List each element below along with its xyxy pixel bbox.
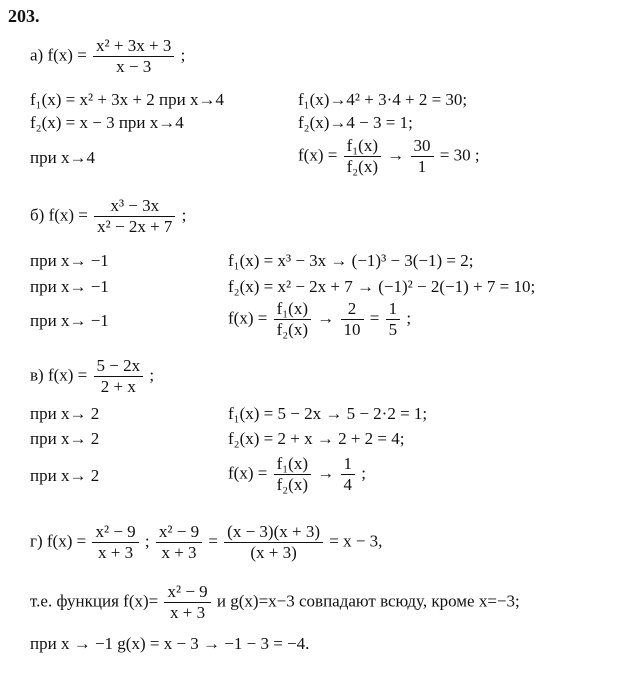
part-b-r3-numerator: f₁(x) (274, 299, 311, 320)
part-b-lhs: f(x) = (48, 205, 88, 225)
part-b-r3-lhs: f(x) = (228, 308, 268, 328)
part-v-numerator: 5 − 2x (94, 356, 144, 377)
part-a-line3-left: при x→4 (30, 148, 95, 167)
part-b-tail: ; (181, 205, 187, 225)
part-v-r3-fraction (274, 454, 311, 495)
part-b-r3-numerator3: 1 (386, 299, 401, 320)
part-v-r3-fraction2 (341, 454, 356, 495)
part-a-line2-left: f₂(x) = x − 3 при x→4 (30, 113, 184, 132)
part-a-r3-lhs: f(x) = (298, 145, 338, 165)
part-a-definition (30, 36, 185, 77)
part-g-numerator3: (x − 3)(x + 3) (224, 522, 323, 543)
part-b-r3-fraction3 (386, 299, 401, 340)
part-g-definition (30, 522, 382, 563)
part-g-c1-post: и g(x)=x−3 совпадают всюду, кроме x=−3; (216, 591, 520, 611)
part-g-denominator1: x + 3 (98, 543, 134, 562)
part-v-r3-numerator2: 1 (341, 454, 356, 475)
part-a-fraction (93, 36, 174, 77)
part-b-r3-fraction (274, 299, 311, 340)
part-g-eq: = (208, 531, 218, 551)
part-v-denominator: 2 + x (100, 377, 136, 396)
part-v-line1-right: f₁(x) = 5 − 2x → 5 − 2·2 = 1; (228, 404, 428, 423)
part-v-r3-denominator2: 4 (343, 475, 352, 494)
part-a-numerator: x² + 3x + 3 (93, 36, 174, 57)
part-v-r3-arrow: → (317, 463, 335, 483)
part-a-line1-right: f₁(x)→4² + 3·4 + 2 = 30; (298, 90, 468, 109)
part-a-r3-numerator: f₁(x) (344, 136, 381, 157)
part-b-line3-right (228, 299, 411, 340)
part-g-conclusion2: при x → −1 g(x) = x − 3 → −1 − 3 = −4. (30, 634, 310, 653)
part-a-r3-denominator: f₂(x) (346, 157, 378, 176)
part-v-r3-denominator: f₂(x) (276, 475, 308, 494)
part-g-denominator2: x + 3 (161, 543, 197, 562)
part-g-tail: = x − 3, (329, 531, 383, 551)
part-a-line3-right (298, 136, 480, 177)
part-a-r3-tail: = 30 ; (439, 145, 480, 165)
part-v-tail: ; (149, 365, 155, 385)
part-v-fraction (94, 356, 144, 397)
part-a-r3-fraction2 (411, 136, 434, 177)
part-v-line3-right (228, 454, 366, 495)
part-v-line1-left: при x→ 2 (30, 404, 100, 423)
part-b-line1-right: f₁(x) = x³ − 3x → (−1)³ − 3(−1) = 2; (228, 251, 474, 270)
part-g-fraction2 (156, 522, 202, 563)
part-a-tail: ; (180, 45, 186, 65)
part-g-c1-pre: т.е. функция f(x)= (30, 591, 159, 611)
part-b-definition (30, 196, 186, 237)
part-g-label: г) (30, 531, 43, 551)
part-v-definition (30, 356, 154, 397)
part-v-r3-tail: ; (361, 463, 366, 483)
part-a-denominator: x − 3 (116, 57, 152, 76)
problem-number: 203. (8, 6, 40, 26)
part-g-fraction3 (224, 522, 323, 563)
part-b-r3-denominator3: 5 (388, 320, 398, 339)
part-v-r3-numerator: f₁(x) (274, 454, 311, 475)
part-v-r3-lhs: f(x) = (228, 463, 268, 483)
part-b-fraction (94, 196, 175, 237)
part-b-r3-arrow: → (317, 308, 335, 328)
part-g-fraction1 (92, 522, 138, 563)
part-v-lhs: f(x) = (47, 365, 88, 385)
part-a-r3-arrow: → (387, 145, 405, 165)
part-b-r3-eq: = (369, 308, 380, 328)
part-v-line2-right: f₂(x) = 2 + x → 2 + 2 = 4; (228, 429, 405, 448)
part-v-label: в) (30, 365, 44, 385)
part-a-r3-denominator2: 1 (417, 157, 427, 176)
part-v-line2-left: при x→ 2 (30, 429, 100, 448)
part-g-lhs: f(x) = (46, 531, 87, 551)
part-b-line3-left: при x→ −1 (30, 311, 109, 330)
part-b-line2-left: при x→ −1 (30, 277, 109, 296)
part-a-r3-numerator2: 30 (411, 136, 434, 157)
part-b-r3-denominator: f₂(x) (276, 320, 308, 339)
part-g-denominator3: (x + 3) (250, 543, 297, 562)
part-g-c1-denominator: x + 3 (170, 603, 206, 622)
part-b-r3-tail: ; (406, 308, 412, 328)
part-b-r3-numerator2: 2 (341, 299, 364, 320)
part-g-separator: ; (144, 531, 150, 551)
part-b-r3-fraction2 (341, 299, 364, 340)
part-g-conclusion1 (30, 582, 520, 623)
part-g-c1-numerator: x² − 9 (164, 582, 210, 603)
part-a-line1-left: f₁(x) = x² + 3x + 2 при x→4 (30, 90, 224, 109)
part-a-label: а) (30, 45, 44, 65)
part-b-line1-left: при x→ −1 (30, 251, 109, 270)
part-b-denominator: x² − 2x + 7 (97, 217, 173, 236)
part-g-numerator2: x² − 9 (156, 522, 202, 543)
part-a-lhs: f(x) = (47, 45, 87, 65)
part-b-r3-denominator2: 10 (343, 320, 361, 339)
part-g-c1-fraction (164, 582, 210, 623)
part-a-line2-right: f₂(x)→4 − 3 = 1; (298, 113, 413, 132)
part-b-numerator: x³ − 3x (94, 196, 175, 217)
part-b-line2-right: f₂(x) = x² − 2x + 7 → (−1)² − 2(−1) + 7 = 10; (228, 277, 536, 296)
part-a-r3-fraction (344, 136, 381, 177)
part-b-label: б) (30, 205, 45, 225)
part-v-line3-left: при x→ 2 (30, 466, 100, 485)
part-g-numerator1: x² − 9 (92, 522, 138, 543)
